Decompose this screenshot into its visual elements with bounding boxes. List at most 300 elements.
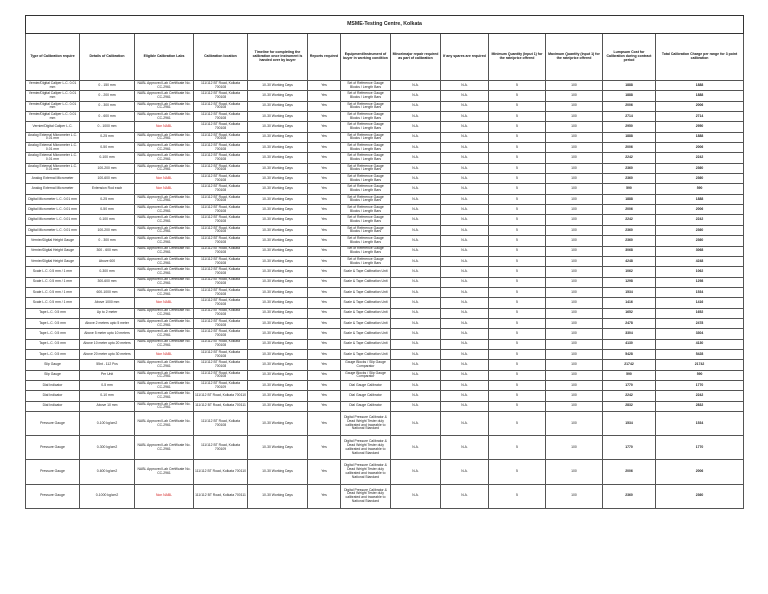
cell-details: 0-50 mm <box>80 205 135 215</box>
cell-spares: N.A. <box>441 163 489 173</box>
cell-max-qty: 100 <box>546 277 603 287</box>
cell-equipment: Set of Reference Gauge Blocks / Length Bars <box>341 132 391 142</box>
cell-type: Scale L.C. 0.5 mm / 1 mm <box>26 298 80 308</box>
cell-timeline: 10-30 Working Days <box>248 287 308 297</box>
cell-lab: NABL Approved Lab Certificate No. CC-2961 <box>135 370 194 380</box>
cell-spares: N.A. <box>441 339 489 349</box>
table-row <box>26 194 744 204</box>
cell-details: Above 1000 mm <box>80 298 135 308</box>
cell-location: 111/112 BT Road, Kolkata 700110 <box>194 460 248 484</box>
table-row <box>26 81 744 91</box>
cell-max-qty: 100 <box>546 436 603 460</box>
cell-total: 2242 <box>656 215 744 225</box>
cell-equipment: Dial Gauge Calibrator <box>341 380 391 390</box>
cell-spares: N.A. <box>441 267 489 277</box>
cell-max-qty: 100 <box>546 236 603 246</box>
col-header-type: Type of Calibration require <box>26 34 80 81</box>
cell-repair: N.A. <box>391 184 441 194</box>
cell-lab: NABL Approved Lab Certificate No. CC-2961 <box>135 91 194 101</box>
cell-reports: Yes <box>308 436 341 460</box>
cell-total: 590 <box>656 370 744 380</box>
cell-type: Dial Indicator <box>26 391 80 401</box>
cell-reports: Yes <box>308 112 341 122</box>
cell-details: 55nt - 112 Pcs <box>80 360 135 370</box>
cell-reports: Yes <box>308 412 341 436</box>
cell-lab: NABL Approved Lab Certificate No. CC-2961 <box>135 143 194 153</box>
col-header-reports: Reports required <box>308 34 341 81</box>
cell-min-qty: 5 <box>489 329 546 339</box>
col-header-total: Total Calibration Charge per range for 3 point calibration <box>656 34 744 81</box>
cell-repair: N.A. <box>391 143 441 153</box>
cell-timeline: 10-30 Working Days <box>248 436 308 460</box>
cell-timeline: 10-30 Working Days <box>248 349 308 359</box>
cell-max-qty: 100 <box>546 163 603 173</box>
cell-equipment: Gauge Blocks / Slip Gauge Comparator <box>341 370 391 380</box>
cell-timeline: 10-30 Working Days <box>248 205 308 215</box>
cell-total: 2006 <box>656 205 744 215</box>
cell-lumpsum: 1062 <box>603 267 656 277</box>
cell-details: 0 - 300 mm <box>80 101 135 111</box>
cell-lab: NABL Approved Lab Certificate No. CC-2961 <box>135 205 194 215</box>
cell-repair: N.A. <box>391 391 441 401</box>
cell-location: 111/112 BT Road, Kolkata 700108 <box>194 122 248 132</box>
cell-details: 0 - 150 mm <box>80 81 135 91</box>
cell-repair: N.A. <box>391 484 441 508</box>
cell-timeline: 10-30 Working Days <box>248 225 308 235</box>
cell-reports: Yes <box>308 298 341 308</box>
cell-spares: N.A. <box>441 380 489 390</box>
cell-lab: NABL Approved Lab Certificate No. CC-2961 <box>135 460 194 484</box>
cell-lumpsum: 2242 <box>603 391 656 401</box>
page-title: MSME-Testing Centre, Kolkata <box>26 16 744 34</box>
cell-max-qty: 100 <box>546 484 603 508</box>
cell-lumpsum: 590 <box>603 184 656 194</box>
cell-total: 2242 <box>656 391 744 401</box>
cell-lab: NABL Approved Lab Certificate No. CC-2961 <box>135 246 194 256</box>
cell-lab: NABL Approved Lab Certificate No. CC-2961 <box>135 277 194 287</box>
cell-total: 2242 <box>656 153 744 163</box>
cell-min-qty: 5 <box>489 298 546 308</box>
cell-lumpsum: 2714 <box>603 112 656 122</box>
cell-location: 111/112 BT Road, Kolkata 700108 <box>194 81 248 91</box>
cell-location: 111/112 BT Road, Kolkata 700108 <box>194 349 248 359</box>
cell-details: 0-600 kg/cm2 <box>80 460 135 484</box>
cell-reports: Yes <box>308 277 341 287</box>
cell-total: 5428 <box>656 349 744 359</box>
cell-details: 100-200 mm <box>80 225 135 235</box>
cell-lumpsum: 21742 <box>603 360 656 370</box>
cell-details: 0-1000 kg/cm2 <box>80 484 135 508</box>
cell-repair: N.A. <box>391 205 441 215</box>
cell-lab: NABL Approved Lab Certificate No. CC-2961 <box>135 380 194 390</box>
calibration-table <box>25 15 744 509</box>
cell-type: Analog External Micrometer L.C. 0.01 mm <box>26 153 80 163</box>
col-header-timeline: Timeline for completing the calibration once instrument is handed over by buyer <box>248 34 308 81</box>
cell-timeline: 10-30 Working Days <box>248 329 308 339</box>
table-row <box>26 460 744 484</box>
cell-reports: Yes <box>308 215 341 225</box>
cell-lumpsum: 2360 <box>603 163 656 173</box>
table-row <box>26 318 744 328</box>
cell-reports: Yes <box>308 349 341 359</box>
cell-lab: NABL Approved Lab Certificate No. CC-2961 <box>135 287 194 297</box>
cell-details: 0-5 mm <box>80 380 135 390</box>
cell-location: 111/112 BT Road, Kolkata 700108 <box>194 174 248 184</box>
cell-spares: N.A. <box>441 436 489 460</box>
cell-timeline: 10-30 Working Days <box>248 143 308 153</box>
cell-timeline: 10-30 Working Days <box>248 380 308 390</box>
cell-details: 0-25 mm <box>80 132 135 142</box>
cell-timeline: 10-30 Working Days <box>248 277 308 287</box>
cell-type: Tape L.C. 0.5 mm <box>26 339 80 349</box>
cell-min-qty: 5 <box>489 277 546 287</box>
cell-lab: Non NABL <box>135 484 194 508</box>
cell-type: Tape L.C. 0.5 mm <box>26 349 80 359</box>
cell-equipment: Scale & Tape Calibration Unit <box>341 277 391 287</box>
cell-max-qty: 100 <box>546 143 603 153</box>
cell-max-qty: 100 <box>546 246 603 256</box>
cell-reports: Yes <box>308 194 341 204</box>
cell-repair: N.A. <box>391 339 441 349</box>
cell-equipment: Digital Pressure Calibrator & Dead Weight Tester duly calibrated and traceable to National Standard <box>341 484 391 508</box>
cell-location: 111/112 BT Road, Kolkata 700108 <box>194 412 248 436</box>
cell-details: Up to 2 meter <box>80 308 135 318</box>
cell-lumpsum: 5428 <box>603 349 656 359</box>
cell-reports: Yes <box>308 91 341 101</box>
cell-repair: N.A. <box>391 246 441 256</box>
cell-details: 0-100 mm <box>80 153 135 163</box>
cell-max-qty: 100 <box>546 370 603 380</box>
cell-timeline: 10-30 Working Days <box>248 360 308 370</box>
cell-total: 2832 <box>656 401 744 411</box>
cell-min-qty: 5 <box>489 380 546 390</box>
cell-reports: Yes <box>308 225 341 235</box>
cell-total: 2360 <box>656 236 744 246</box>
table-row <box>26 267 744 277</box>
col-header-location: Calibration location <box>194 34 248 81</box>
cell-reports: Yes <box>308 101 341 111</box>
cell-max-qty: 100 <box>546 308 603 318</box>
cell-lab: NABL Approved Lab Certificate No. CC-2961 <box>135 412 194 436</box>
cell-total: 2950 <box>656 122 744 132</box>
cell-equipment: Dial Gauge Calibrator <box>341 391 391 401</box>
cell-repair: N.A. <box>391 412 441 436</box>
cell-total: 4130 <box>656 339 744 349</box>
cell-lumpsum: 1652 <box>603 308 656 318</box>
cell-total: 2714 <box>656 112 744 122</box>
cell-min-qty: 5 <box>489 360 546 370</box>
cell-total: 1062 <box>656 267 744 277</box>
cell-timeline: 10-30 Working Days <box>248 122 308 132</box>
cell-timeline: 10-30 Working Days <box>248 194 308 204</box>
cell-max-qty: 100 <box>546 91 603 101</box>
cell-equipment: Scale & Tape Calibration Unit <box>341 329 391 339</box>
cell-min-qty: 5 <box>489 436 546 460</box>
table-row <box>26 101 744 111</box>
cell-total: 4248 <box>656 256 744 266</box>
table-row <box>26 246 744 256</box>
cell-min-qty: 5 <box>489 205 546 215</box>
cell-timeline: 10-30 Working Days <box>248 174 308 184</box>
cell-type: Analog External Micrometer L.C. 0.01 mm <box>26 163 80 173</box>
cell-reports: Yes <box>308 236 341 246</box>
cell-repair: N.A. <box>391 267 441 277</box>
cell-equipment: Scale & Tape Calibration Unit <box>341 298 391 308</box>
cell-spares: N.A. <box>441 308 489 318</box>
cell-spares: N.A. <box>441 143 489 153</box>
cell-reports: Yes <box>308 391 341 401</box>
cell-type: Analog External Micrometer L.C. 0.01 mm <box>26 132 80 142</box>
cell-equipment: Scale & Tape Calibration Unit <box>341 339 391 349</box>
table-body <box>26 16 744 509</box>
col-header-max-qty: Maximum Quantity (Input 1) for the rate/price offered <box>546 34 603 81</box>
cell-lab: NABL Approved Lab Certificate No. CC-2961 <box>135 308 194 318</box>
cell-spares: N.A. <box>441 194 489 204</box>
cell-reports: Yes <box>308 401 341 411</box>
cell-spares: N.A. <box>441 246 489 256</box>
cell-min-qty: 5 <box>489 401 546 411</box>
cell-min-qty: 5 <box>489 460 546 484</box>
col-header-labs: Eligible Calibration Labs <box>135 34 194 81</box>
cell-lumpsum: 2360 <box>603 174 656 184</box>
cell-timeline: 10-30 Working Days <box>248 81 308 91</box>
table-row <box>26 174 744 184</box>
cell-min-qty: 5 <box>489 163 546 173</box>
cell-total: 2360 <box>656 225 744 235</box>
cell-total: 3304 <box>656 329 744 339</box>
cell-lumpsum: 2478 <box>603 318 656 328</box>
cell-spares: N.A. <box>441 298 489 308</box>
cell-min-qty: 5 <box>489 174 546 184</box>
cell-details: 0-300 kg/cm2 <box>80 436 135 460</box>
cell-repair: N.A. <box>391 256 441 266</box>
cell-timeline: 10-30 Working Days <box>248 298 308 308</box>
cell-lumpsum: 3304 <box>603 329 656 339</box>
cell-equipment: Set of Reference Gauge Blocks / Length Bars <box>341 174 391 184</box>
cell-max-qty: 100 <box>546 287 603 297</box>
cell-location: 111/112 BT Road, Kolkata 700108 <box>194 236 248 246</box>
cell-repair: N.A. <box>391 132 441 142</box>
cell-total: 1298 <box>656 277 744 287</box>
cell-repair: N.A. <box>391 318 441 328</box>
cell-reports: Yes <box>308 205 341 215</box>
cell-reports: Yes <box>308 256 341 266</box>
cell-type: Scale L.C. 0.5 mm / 1 mm <box>26 287 80 297</box>
cell-repair: N.A. <box>391 401 441 411</box>
cell-reports: Yes <box>308 360 341 370</box>
cell-repair: N.A. <box>391 174 441 184</box>
cell-reports: Yes <box>308 287 341 297</box>
cell-details: 0 - 1000 mm <box>80 122 135 132</box>
cell-equipment: Set of Reference Gauge Blocks / Length Bars <box>341 246 391 256</box>
cell-lab: NABL Approved Lab Certificate No. CC-2961 <box>135 391 194 401</box>
cell-min-qty: 5 <box>489 484 546 508</box>
cell-lumpsum: 2360 <box>603 225 656 235</box>
cell-spares: N.A. <box>441 287 489 297</box>
cell-details: 0-10 mm <box>80 391 135 401</box>
cell-lumpsum: 4248 <box>603 256 656 266</box>
cell-details: 0-100 kg/cm2 <box>80 412 135 436</box>
cell-min-qty: 5 <box>489 267 546 277</box>
cell-details: Above 2 meters upto 5 meter <box>80 318 135 328</box>
cell-spares: N.A. <box>441 401 489 411</box>
cell-repair: N.A. <box>391 380 441 390</box>
cell-spares: N.A. <box>441 256 489 266</box>
cell-spares: N.A. <box>441 460 489 484</box>
table-row <box>26 205 744 215</box>
col-header-equipment: Equipment/Instrument of buyer in working condition <box>341 34 391 81</box>
cell-total: 2478 <box>656 318 744 328</box>
cell-reports: Yes <box>308 318 341 328</box>
cell-location: 111/112 BT Road, Kolkata 700108 <box>194 360 248 370</box>
cell-spares: N.A. <box>441 184 489 194</box>
cell-repair: N.A. <box>391 112 441 122</box>
cell-total: 21742 <box>656 360 744 370</box>
cell-min-qty: 5 <box>489 391 546 401</box>
cell-type: Pressure Gauge <box>26 412 80 436</box>
cell-reports: Yes <box>308 380 341 390</box>
cell-lab: NABL Approved Lab Certificate No. CC-2961 <box>135 318 194 328</box>
cell-location: 111/112 BT Road, Kolkata 700108 <box>194 163 248 173</box>
cell-reports: Yes <box>308 174 341 184</box>
cell-total: 1652 <box>656 308 744 318</box>
cell-timeline: 10-30 Working Days <box>248 401 308 411</box>
cell-type: Analog External Micrometer <box>26 184 80 194</box>
cell-repair: N.A. <box>391 163 441 173</box>
cell-min-qty: 5 <box>489 122 546 132</box>
cell-details: 100-600 mm <box>80 174 135 184</box>
cell-spares: N.A. <box>441 391 489 401</box>
cell-lab: NABL Approved Lab Certificate No. CC-2961 <box>135 267 194 277</box>
cell-lab: NABL Approved Lab Certificate No. CC-2961 <box>135 153 194 163</box>
table-row <box>26 339 744 349</box>
cell-equipment: Set of Reference Gauge Blocks / Length Bars <box>341 122 391 132</box>
cell-spares: N.A. <box>441 277 489 287</box>
cell-type: Digital Micrometer L.C. 0.01 mm <box>26 194 80 204</box>
header-row <box>26 34 744 81</box>
cell-details: 300 - 600 mm <box>80 246 135 256</box>
cell-repair: N.A. <box>391 81 441 91</box>
table-row <box>26 225 744 235</box>
cell-spares: N.A. <box>441 101 489 111</box>
cell-equipment: Scale & Tape Calibration Unit <box>341 318 391 328</box>
cell-equipment: Scale & Tape Calibration Unit <box>341 267 391 277</box>
cell-repair: N.A. <box>391 101 441 111</box>
cell-max-qty: 100 <box>546 132 603 142</box>
cell-location: 111/112 BT Road, Kolkata 700108 <box>194 205 248 215</box>
cell-timeline: 10-30 Working Days <box>248 163 308 173</box>
cell-lumpsum: 1888 <box>603 81 656 91</box>
cell-location: 111/112 BT Road, Kolkata 700111 <box>194 401 248 411</box>
cell-max-qty: 100 <box>546 194 603 204</box>
cell-equipment: Set of Reference Gauge Blocks / Length Bars <box>341 153 391 163</box>
cell-location: 111/112 BT Road, Kolkata 700110 <box>194 391 248 401</box>
cell-type: Slip Gauge <box>26 370 80 380</box>
cell-min-qty: 5 <box>489 91 546 101</box>
cell-type: Vernier/Digital Height Gauge <box>26 246 80 256</box>
cell-location: 111/112 BT Road, Kolkata 700108 <box>194 132 248 142</box>
cell-max-qty: 100 <box>546 339 603 349</box>
cell-repair: N.A. <box>391 194 441 204</box>
cell-min-qty: 5 <box>489 318 546 328</box>
cell-spares: N.A. <box>441 236 489 246</box>
cell-lumpsum: 1888 <box>603 132 656 142</box>
cell-spares: N.A. <box>441 412 489 436</box>
cell-repair: N.A. <box>391 225 441 235</box>
cell-timeline: 10-30 Working Days <box>248 112 308 122</box>
cell-lab: Non NABL <box>135 184 194 194</box>
cell-details: Above 20 meter upto 30 meters <box>80 349 135 359</box>
cell-total: 1888 <box>656 194 744 204</box>
cell-max-qty: 100 <box>546 81 603 91</box>
cell-min-qty: 5 <box>489 246 546 256</box>
cell-timeline: 10-30 Working Days <box>248 267 308 277</box>
cell-timeline: 10-30 Working Days <box>248 391 308 401</box>
cell-details: Above 10 mm <box>80 401 135 411</box>
cell-timeline: 10-30 Working Days <box>248 132 308 142</box>
cell-timeline: 10-30 Working Days <box>248 308 308 318</box>
cell-min-qty: 5 <box>489 308 546 318</box>
cell-timeline: 10-30 Working Days <box>248 412 308 436</box>
cell-lab: Non NABL <box>135 122 194 132</box>
cell-equipment: Digital Pressure Calibrator & Dead Weight Tester duly calibrated and traceable to National Standard <box>341 412 391 436</box>
table-row <box>26 256 744 266</box>
cell-timeline: 10-30 Working Days <box>248 153 308 163</box>
cell-location: 111/112 BT Road, Kolkata 700108 <box>194 112 248 122</box>
cell-reports: Yes <box>308 329 341 339</box>
cell-spares: N.A. <box>441 329 489 339</box>
cell-lab: NABL Approved Lab Certificate No. CC-2961 <box>135 339 194 349</box>
cell-min-qty: 5 <box>489 81 546 91</box>
cell-equipment: Scale & Tape Calibration Unit <box>341 308 391 318</box>
cell-reports: Yes <box>308 308 341 318</box>
cell-max-qty: 100 <box>546 318 603 328</box>
cell-lumpsum: 1534 <box>603 412 656 436</box>
cell-lumpsum: 2006 <box>603 205 656 215</box>
cell-location: 111/112 BT Road, Kolkata 700108 <box>194 308 248 318</box>
cell-details: 0-50 mm <box>80 143 135 153</box>
cell-repair: N.A. <box>391 329 441 339</box>
cell-lab: NABL Approved Lab Certificate No. CC-2961 <box>135 132 194 142</box>
cell-max-qty: 100 <box>546 101 603 111</box>
cell-lab: NABL Approved Lab Certificate No. CC-2961 <box>135 401 194 411</box>
cell-timeline: 10-30 Working Days <box>248 215 308 225</box>
table-row <box>26 401 744 411</box>
cell-lab: NABL Approved Lab Certificate No. CC-2961 <box>135 163 194 173</box>
cell-type: Pressure Gauge <box>26 436 80 460</box>
cell-lumpsum: 2006 <box>603 460 656 484</box>
cell-reports: Yes <box>308 460 341 484</box>
cell-equipment: Gauge Blocks / Slip Gauge Comparator <box>341 360 391 370</box>
cell-timeline: 10-30 Working Days <box>248 236 308 246</box>
cell-lumpsum: 1888 <box>603 194 656 204</box>
cell-max-qty: 100 <box>546 267 603 277</box>
cell-spares: N.A. <box>441 318 489 328</box>
col-header-repair: Minor/major repair required as part of calibration <box>391 34 441 81</box>
cell-type: Vernier/Digital Caliper L.C. 0.01 mm <box>26 81 80 91</box>
cell-min-qty: 5 <box>489 236 546 246</box>
cell-max-qty: 100 <box>546 112 603 122</box>
table-row <box>26 360 744 370</box>
cell-location: 111/112 BT Road, Kolkata 700108 <box>194 246 248 256</box>
cell-spares: N.A. <box>441 132 489 142</box>
cell-min-qty: 5 <box>489 153 546 163</box>
table-row <box>26 215 744 225</box>
cell-total: 1534 <box>656 287 744 297</box>
col-header-min-qty: Minimum Quantity (Input 1) for the rate/price offered <box>489 34 546 81</box>
cell-reports: Yes <box>308 339 341 349</box>
cell-timeline: 10-30 Working Days <box>248 484 308 508</box>
